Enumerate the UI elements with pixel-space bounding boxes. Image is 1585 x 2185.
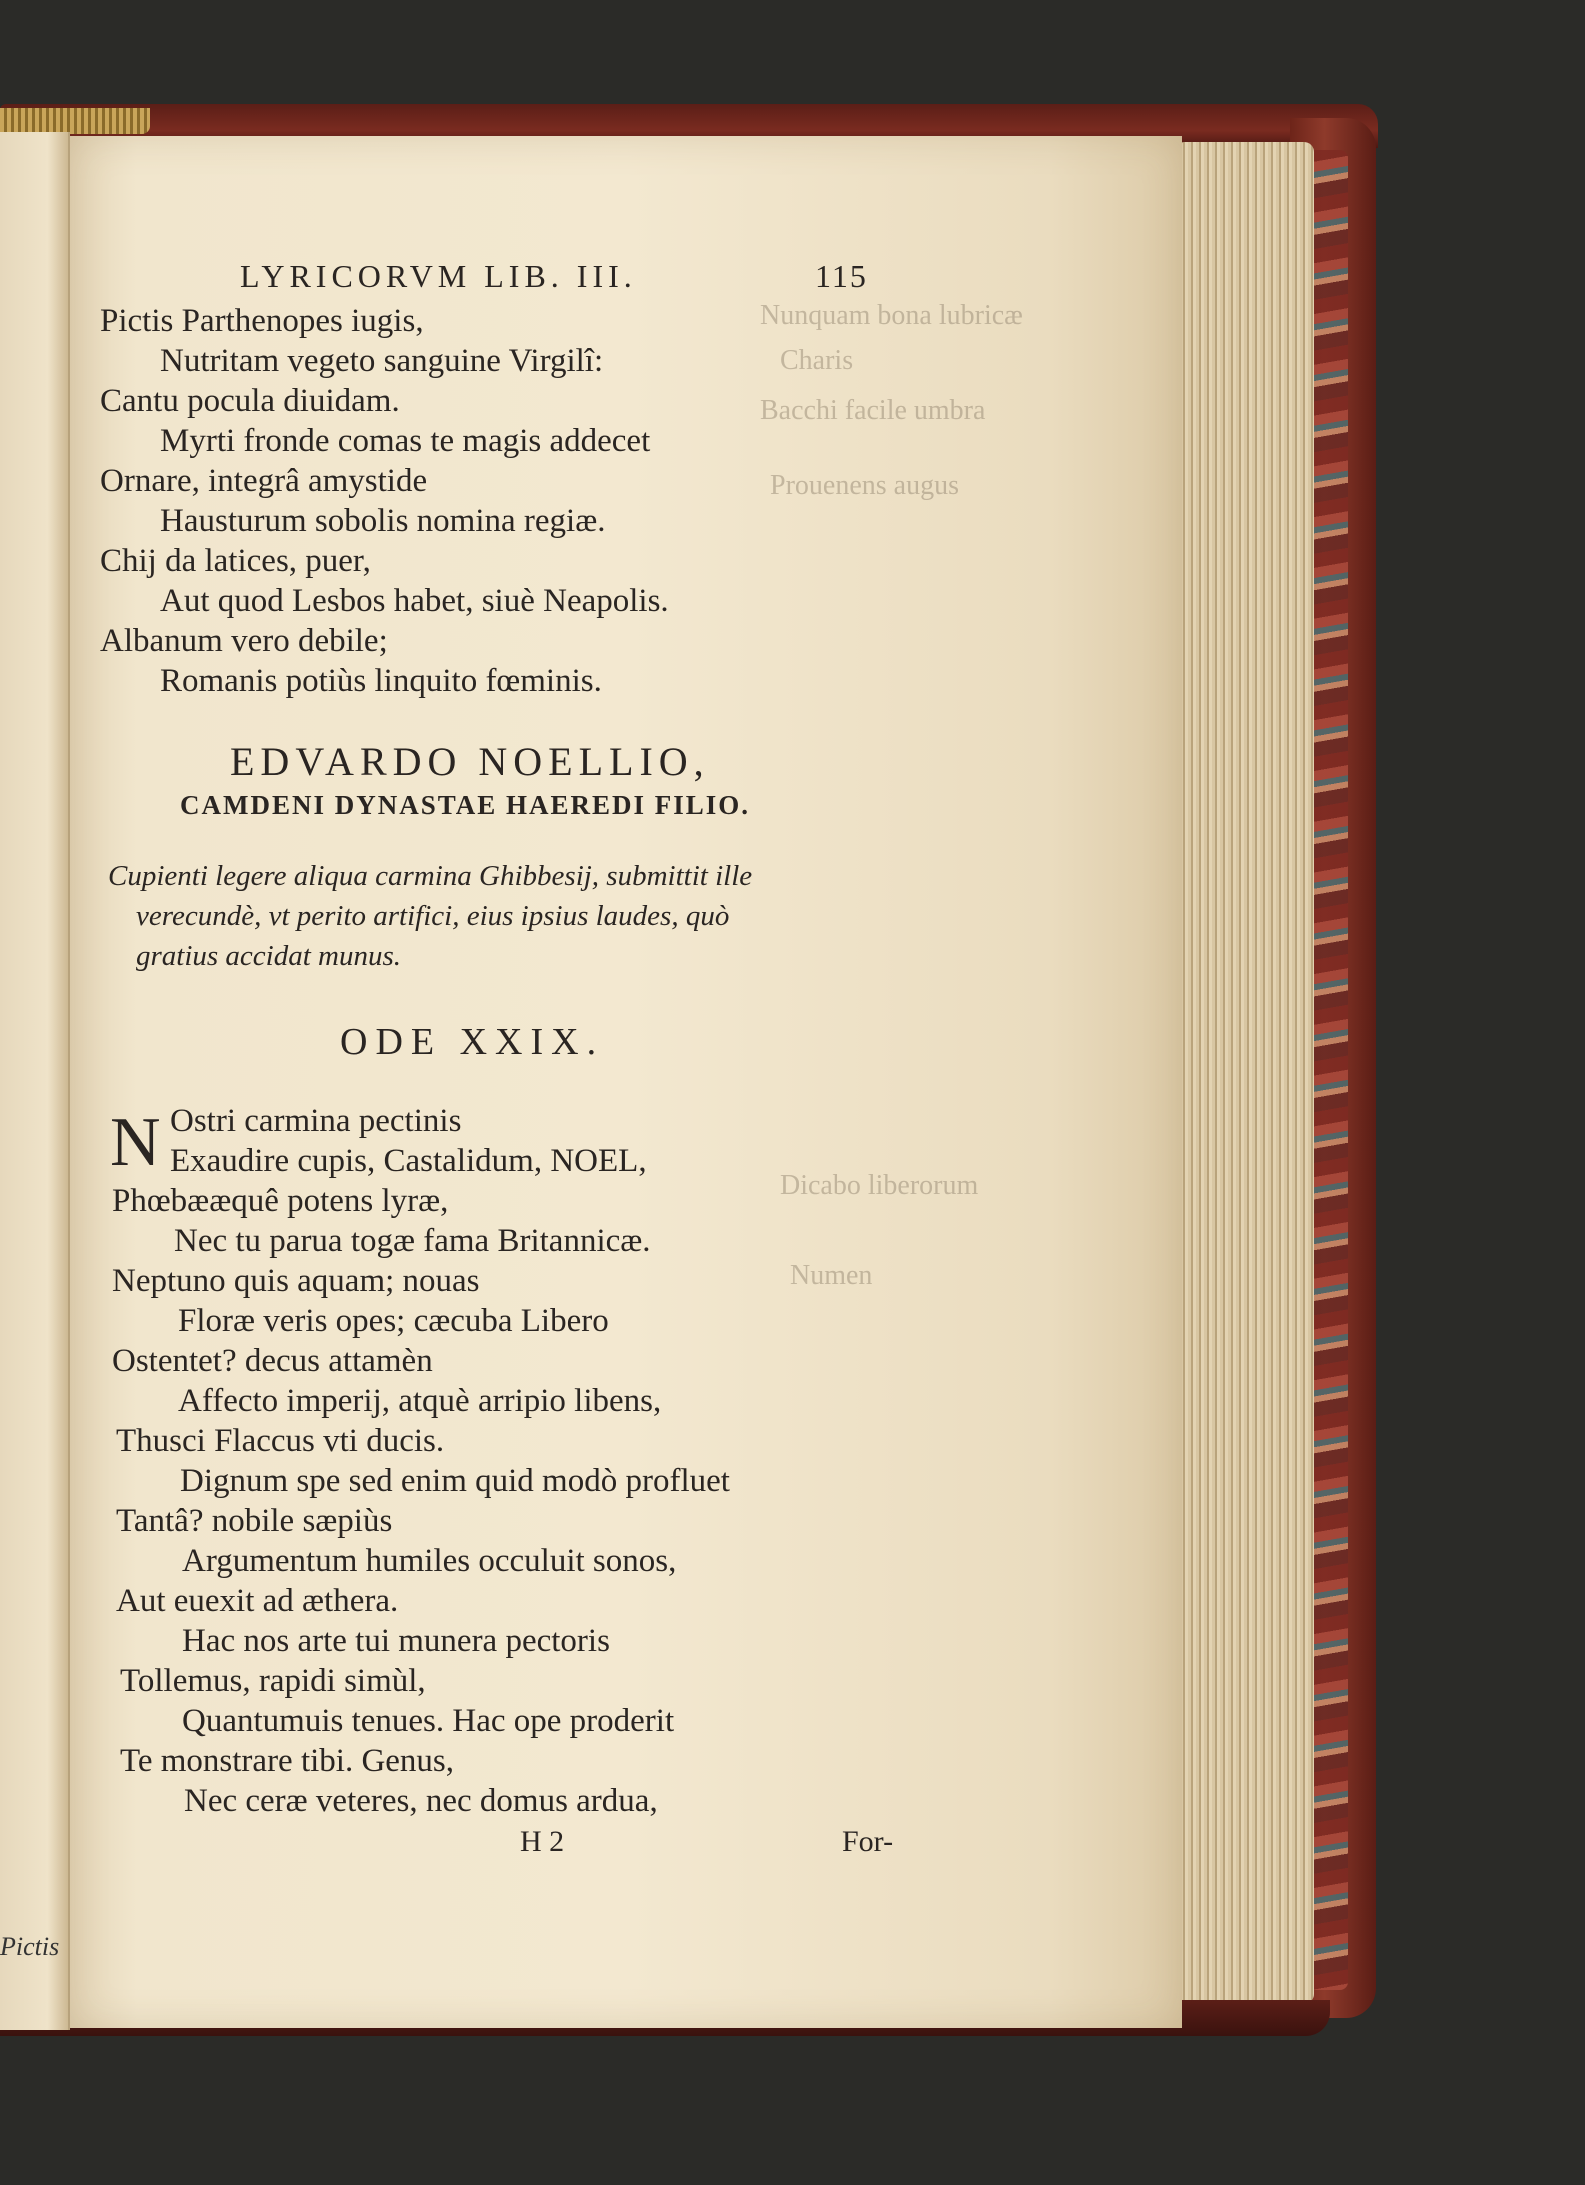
- show-through-text: Dicabo liberorum: [780, 1170, 979, 1201]
- drop-cap: N: [110, 1104, 161, 1181]
- page-fore-edge: [1180, 142, 1314, 2004]
- show-through-text: Bacchi facile umbra: [760, 395, 986, 426]
- verse-line: Affecto imperij, atquè arripio libens,: [178, 1383, 662, 1419]
- verse-line: Albanum vero debile;: [100, 623, 388, 659]
- argument-line: gratius accidat munus.: [136, 940, 402, 972]
- verse-line: Chij da latices, puer,: [100, 543, 371, 579]
- show-through-text: Nunquam bona lubricæ: [760, 300, 1023, 331]
- page-number: 115: [815, 258, 868, 294]
- show-through-text: Numen: [790, 1260, 873, 1291]
- left-page-sliver: [0, 132, 70, 2030]
- dedication-title: EDVARDO NOELLIO,: [230, 739, 710, 784]
- verse-line: Tantâ? nobile sæpiùs: [116, 1503, 393, 1539]
- verse-line: Nec tu parua togæ fama Britannicæ.: [174, 1223, 651, 1259]
- left-page-text-fragment: Pictis: [0, 1932, 60, 1961]
- verse-line: Dignum spe sed enim quid modò profluet: [180, 1463, 730, 1499]
- running-head: [170, 258, 910, 308]
- verse-line: Thusci Flaccus vti ducis.: [116, 1423, 445, 1459]
- show-through-text: Charis: [780, 345, 854, 376]
- verse-line: Tollemus, rapidi simùl,: [120, 1663, 426, 1699]
- verse-line: Nec ceræ veteres, nec domus ardua,: [184, 1783, 658, 1819]
- verse-line: Hac nos arte tui munera pectoris: [182, 1623, 610, 1659]
- verse-line: Ornare, integrâ amystide: [100, 463, 428, 499]
- verse-line: Nutritam vegeto sanguine Virgilî:: [160, 343, 604, 379]
- verse-line: Te monstrare tibi. Genus,: [120, 1743, 455, 1779]
- verse-line: Cantu pocula diuidam.: [100, 383, 400, 419]
- argument-line: Cupienti legere aliqua carmina Ghibbesij, submittit ille: [108, 860, 753, 892]
- verse-line: Exaudire cupis, Castalidum, NOEL,: [170, 1143, 647, 1179]
- verse-line: Pictis Parthenopes iugis,: [100, 303, 424, 339]
- dedication-subtitle: CAMDENI DYNASTAE HAEREDI FILIO.: [180, 790, 751, 820]
- headband: [0, 108, 150, 134]
- verse-line: Phœbææquê potens lyræ,: [112, 1183, 449, 1219]
- verse-line: Ostentet? decus attamèn: [112, 1343, 433, 1379]
- ode-heading: ODE XXIX.: [340, 1021, 605, 1063]
- verse-line: Quantumuis tenues. Hac ope proderit: [182, 1703, 675, 1739]
- verse-line: Romanis potiùs linquito fœminis.: [160, 663, 602, 699]
- argument-line: verecundè, vt perito artifici, eius ipsius laudes, quò: [136, 900, 730, 932]
- running-title: LYRICORVM LIB. III.: [240, 258, 637, 294]
- verse-line: Argumentum humiles occuluit sonos,: [182, 1543, 677, 1579]
- signature-mark: H 2: [520, 1825, 565, 1858]
- verse-line: Neptuno quis aquam; nouas: [112, 1263, 480, 1299]
- catchword: For-: [842, 1825, 894, 1858]
- verse-line: Myrti fronde comas te magis addecet: [160, 423, 651, 459]
- show-through-text: Prouenens augus: [770, 470, 959, 501]
- verse-line: Aut quod Lesbos habet, siuè Neapolis.: [160, 583, 669, 619]
- verse-line: Floræ veris opes; cæcuba Libero: [178, 1303, 609, 1339]
- verse-line: Aut euexit ad æthera.: [116, 1583, 399, 1619]
- verse-line: Ostri carmina pectinis: [170, 1103, 462, 1139]
- verse-line: Hausturum sobolis nomina regiæ.: [160, 503, 606, 539]
